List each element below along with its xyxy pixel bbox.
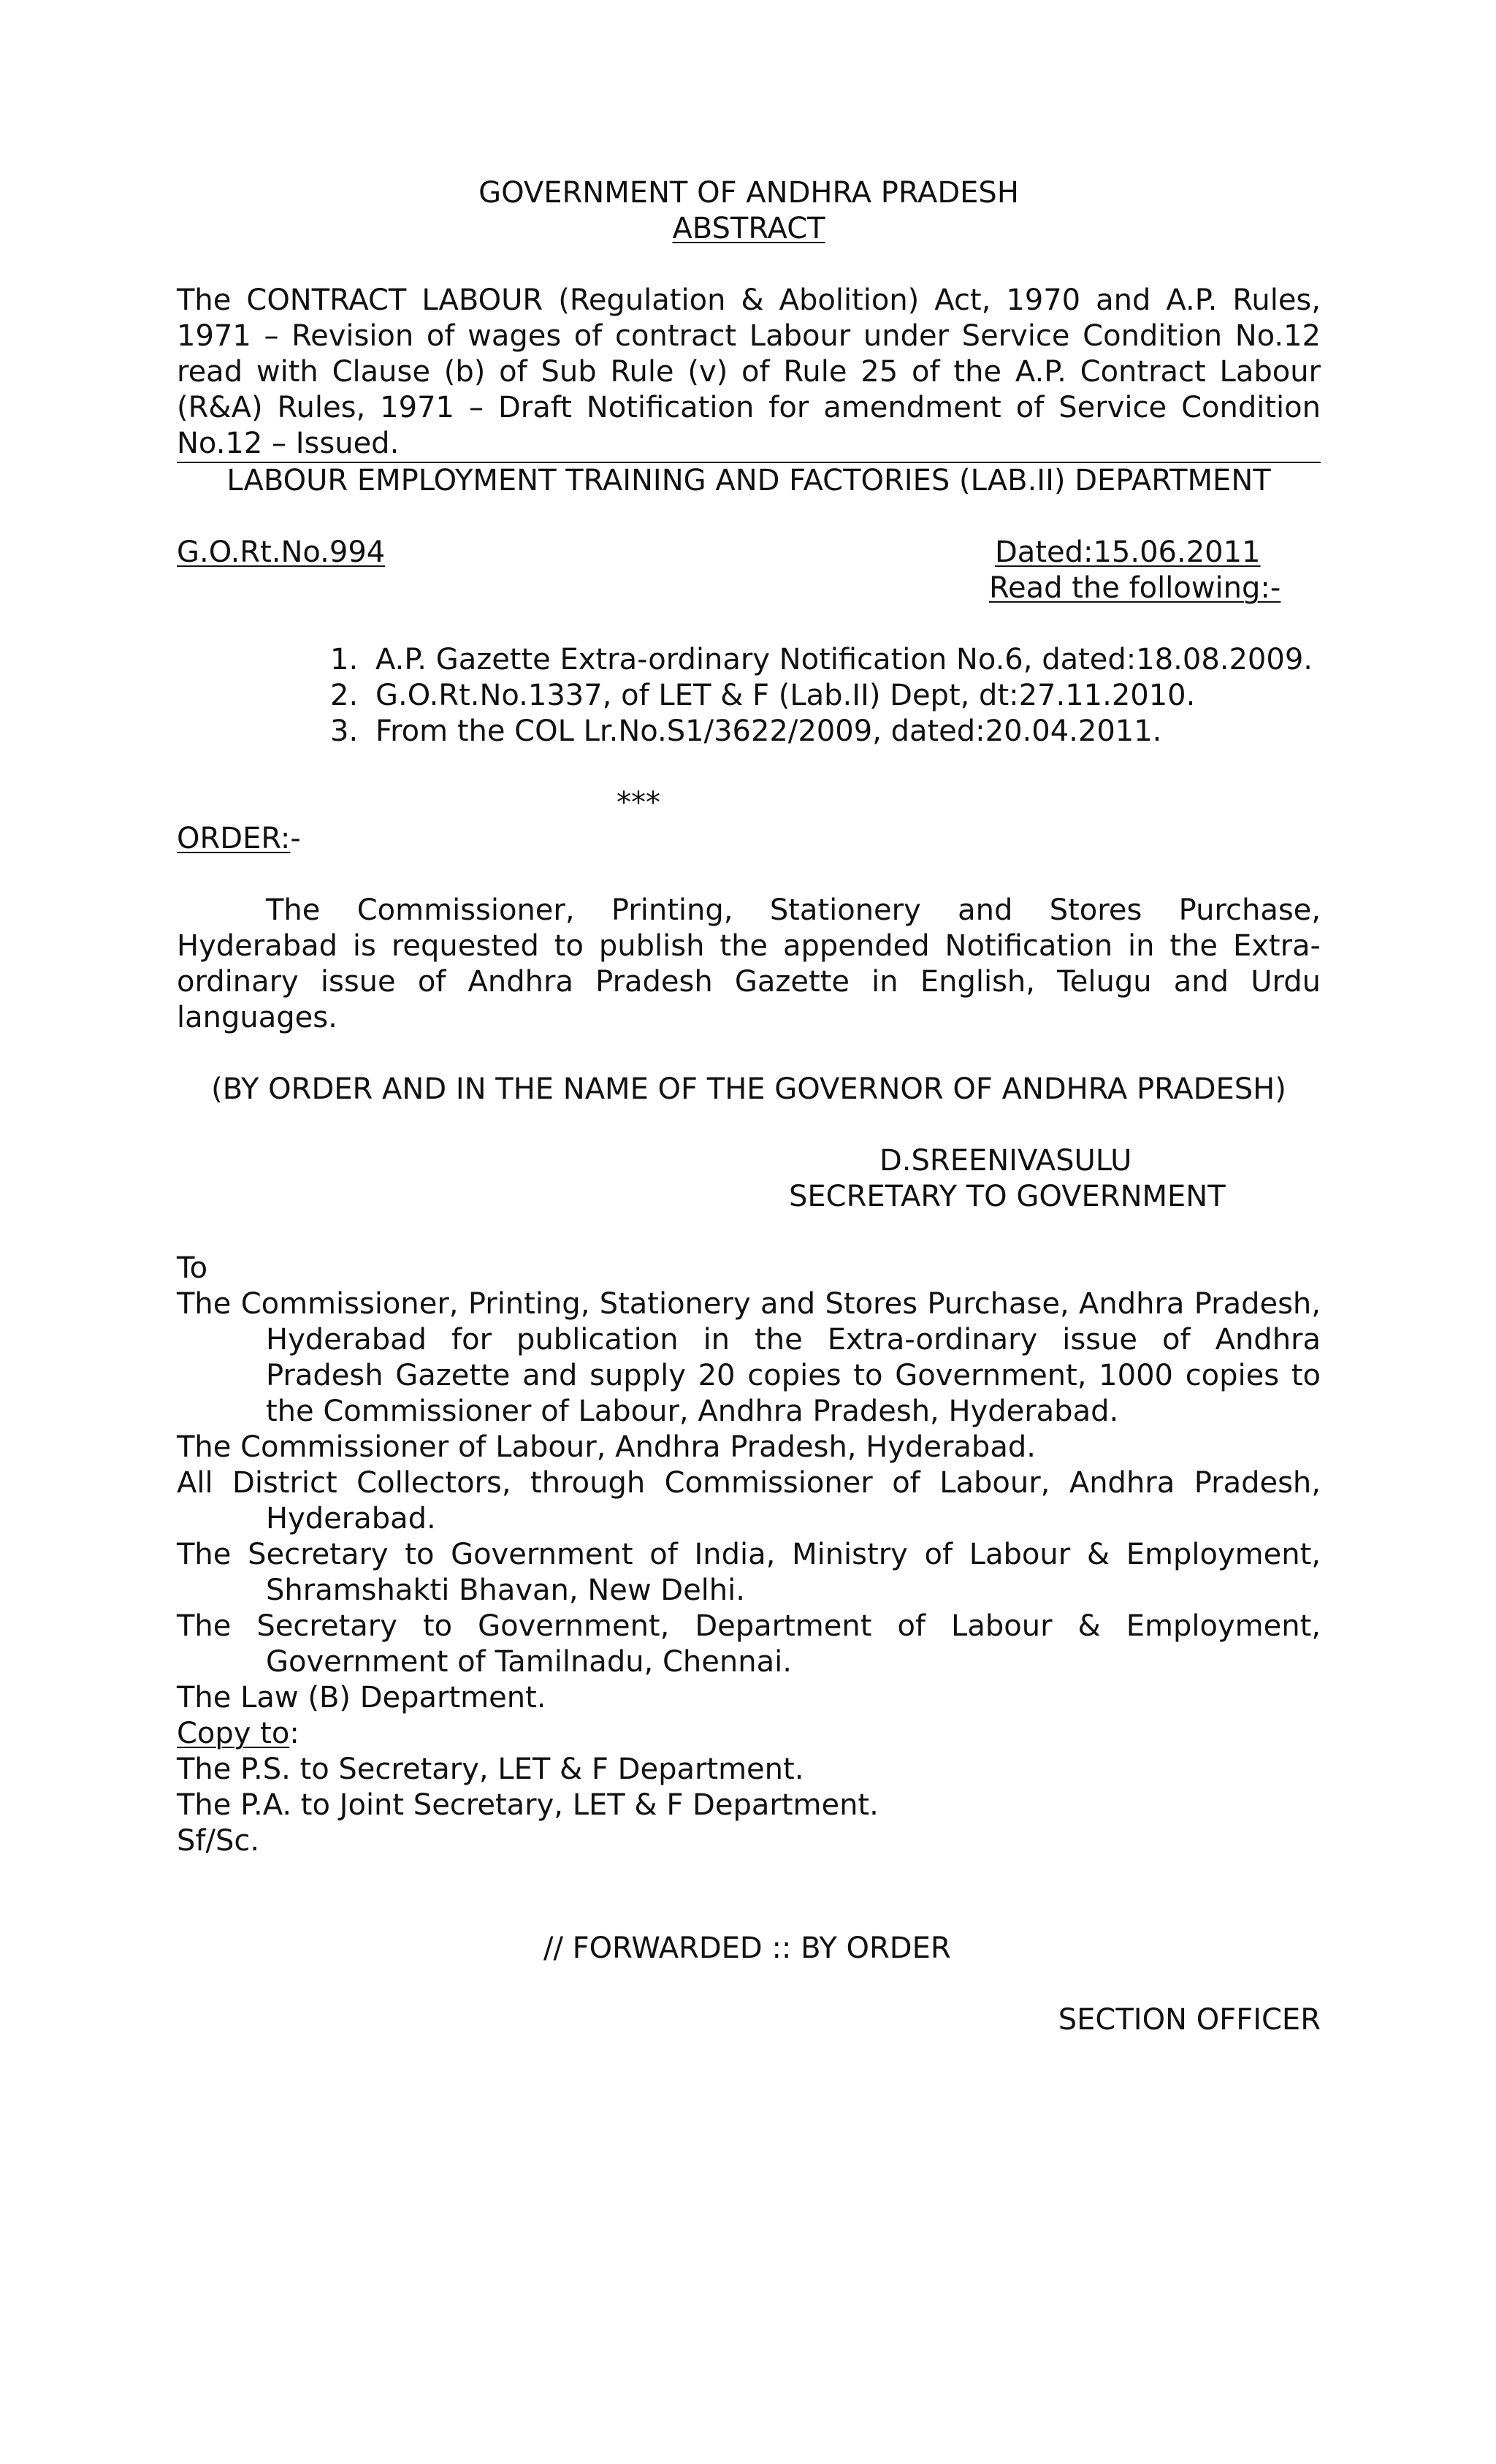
reference-text: From the COL Lr.No.S1/3622/2009, dated:20.04.2011. bbox=[375, 714, 1162, 748]
addressee-item: All District Collectors, through Commissioner of Labour, Andhra Pradesh, Hyderabad. bbox=[177, 1466, 1321, 1536]
addressee-item: The Secretary to Government, Department of Labour & Employment, Government of Tamilnadu, Chennai. bbox=[177, 1609, 1321, 1679]
copy-to-item: The P.A. to Joint Secretary, LET & F Department. bbox=[177, 1788, 879, 1822]
references-list bbox=[177, 642, 1321, 750]
list-item bbox=[177, 714, 1321, 750]
signature-block bbox=[177, 1143, 1321, 1215]
go-date: Dated:15.06.2011 bbox=[995, 535, 1261, 569]
to-label: To bbox=[177, 1251, 208, 1285]
list-item bbox=[177, 678, 1321, 714]
copy-to-suffix: : bbox=[289, 1717, 299, 1750]
section-officer: SECTION OFFICER bbox=[1058, 2003, 1321, 2037]
separator-stars: *** bbox=[617, 786, 660, 820]
copy-to-label: Copy to bbox=[177, 1717, 290, 1750]
go-number-row bbox=[177, 535, 1321, 606]
reference-number: 1. bbox=[330, 643, 359, 676]
read-following-label: Read the following:- bbox=[989, 571, 1281, 605]
copy-to-item: Sf/Sc. bbox=[177, 1824, 260, 1858]
reference-number: 2. bbox=[330, 679, 359, 712]
by-order-line: (BY ORDER AND IN THE NAME OF THE GOVERNOR OF ANDHRA PRADESH) bbox=[211, 1072, 1286, 1106]
addressee-item: The Commissioner, Printing, Stationery and Stores Purchase, Andhra Pradesh, Hyderabad for publication in the Extra-ordinary issue of Andhra Pradesh Gazette and supply 20 copies to Government, 1000 copies to the Commissioner of Labour, Andhra Pradesh, Hyderabad. bbox=[177, 1287, 1321, 1428]
signatory-name: D.SREENIVASULU bbox=[879, 1144, 1132, 1178]
reference-number: 3. bbox=[330, 714, 359, 748]
addressee-item: The Commissioner of Labour, Andhra Pradesh, Hyderabad. bbox=[177, 1430, 1036, 1464]
abstract-label: ABSTRACT bbox=[672, 212, 825, 245]
order-label-suffix: - bbox=[290, 822, 301, 855]
order-text: The Commissioner, Printing, Stationery and Stores Purchase, Hyderabad is requested to publish the appended Notification in the Extra-ordinary issue of Andhra Pradesh Gazette in English, Telugu and Urdu languages. bbox=[177, 893, 1321, 1034]
addressee-item: The Law (B) Department. bbox=[177, 1681, 546, 1714]
copy-to-item: The P.S. to Secretary, LET & F Department. bbox=[177, 1752, 804, 1786]
addressee-item: The Secretary to Government of India, Ministry of Labour & Employment, Shramshakti Bhavan, New Delhi. bbox=[177, 1538, 1321, 1607]
government-heading: GOVERNMENT OF ANDHRA PRADESH bbox=[478, 176, 1019, 210]
signatory-title: SECRETARY TO GOVERNMENT bbox=[789, 1180, 1226, 1213]
list-item bbox=[177, 642, 1321, 678]
reference-text: G.O.Rt.No.1337, of LET & F (Lab.II) Dept, dt:27.11.2010. bbox=[375, 679, 1196, 712]
reference-text: A.P. Gazette Extra-ordinary Notification No.6, dated:18.08.2009. bbox=[375, 643, 1313, 676]
forwarded-line: // FORWARDED :: BY ORDER bbox=[543, 1931, 951, 1965]
order-label: ORDER: bbox=[177, 822, 291, 855]
go-number: G.O.Rt.No.994 bbox=[177, 535, 386, 569]
government-order-document bbox=[177, 175, 1321, 2038]
department-name: LABOUR EMPLOYMENT TRAINING AND FACTORIES (LAB.II) DEPARTMENT bbox=[226, 464, 1271, 497]
abstract-text: The CONTRACT LABOUR (Regulation & Abolition) Act, 1970 and A.P. Rules, 1971 – Revision of wages of contract Labour under Service Condition No.12 read with Clause (b) of Sub Rule (v) of Rule 25 of the A.P. Contract Labour (R&A) Rules, 1971 – Draft Notification for amendment of Service Condition No.12 – Issued. bbox=[177, 283, 1321, 460]
